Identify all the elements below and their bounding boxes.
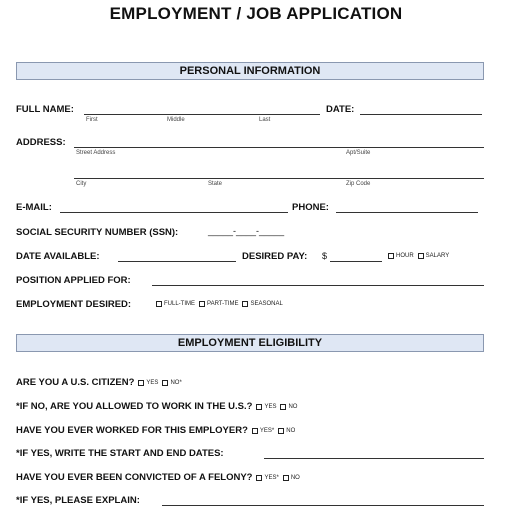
full-name-input[interactable] <box>84 114 320 115</box>
phone-label: PHONE: <box>292 202 329 213</box>
worked-yes-option[interactable] <box>252 428 274 434</box>
citizen-yes-option[interactable] <box>138 380 158 386</box>
part-time-label: PART-TIME <box>207 301 239 307</box>
date-available-label: DATE AVAILABLE: <box>16 251 100 262</box>
worked-no-option[interactable] <box>278 428 295 434</box>
allowed-no-option[interactable] <box>280 404 297 410</box>
citizen-no-label: NO* <box>170 379 182 386</box>
section-header-personal: PERSONAL INFORMATION <box>16 62 484 80</box>
email-label: E-MAIL: <box>16 202 52 213</box>
citizen-yes-label: YES <box>146 379 159 386</box>
date-available-input[interactable] <box>118 261 236 262</box>
citizen-no-checkbox[interactable] <box>162 380 168 386</box>
allowed-no-checkbox[interactable] <box>280 404 286 410</box>
phone-input[interactable] <box>336 212 478 213</box>
allowed-no-label: NO <box>288 403 298 410</box>
allowed-yes-checkbox[interactable] <box>256 404 262 410</box>
street-address-input[interactable] <box>74 147 484 148</box>
address-label: ADDRESS: <box>16 137 66 148</box>
seasonal-checkbox[interactable] <box>242 301 248 307</box>
full-time-label: FULL-TIME <box>164 301 196 307</box>
allowed-yes-option[interactable] <box>256 404 276 410</box>
citizen-no-option[interactable] <box>162 380 181 386</box>
last-name-hint: Last <box>259 117 271 123</box>
full-time-option[interactable] <box>156 301 195 307</box>
date-label: DATE: <box>326 104 355 115</box>
felony-no-label: NO <box>290 474 300 481</box>
hour-option[interactable] <box>388 253 414 259</box>
city-state-zip-input[interactable] <box>74 178 484 179</box>
worked-yes-label: YES* <box>259 427 275 434</box>
first-name-hint: First <box>86 117 98 123</box>
full-name-label: FULL NAME: <box>16 104 74 115</box>
position-input[interactable] <box>152 285 484 286</box>
worked-no-label: NO <box>286 427 296 434</box>
middle-name-hint: Middle <box>167 117 185 123</box>
section-header-eligibility: EMPLOYMENT ELIGIBILITY <box>16 334 484 352</box>
date-input[interactable] <box>360 114 482 115</box>
desired-pay-input[interactable] <box>330 261 382 262</box>
allowed-to-work-question: *IF NO, ARE YOU ALLOWED TO WORK IN THE U.S.? <box>16 401 253 412</box>
worked-yes-checkbox[interactable] <box>252 428 258 434</box>
citizen-yes-checkbox[interactable] <box>138 380 144 386</box>
position-label: POSITION APPLIED FOR: <box>16 275 131 286</box>
dollar-sign: $ <box>322 251 328 261</box>
felony-no-checkbox[interactable] <box>283 475 289 481</box>
seasonal-label: SEASONAL <box>250 301 283 307</box>
part-time-checkbox[interactable] <box>199 301 205 307</box>
salary-option[interactable] <box>418 253 450 259</box>
start-end-dates-label: *IF YES, WRITE THE START AND END DATES: <box>16 448 224 459</box>
explain-label: *IF YES, PLEASE EXPLAIN: <box>16 495 140 506</box>
hour-label: HOUR <box>396 253 414 259</box>
seasonal-option[interactable] <box>242 301 282 307</box>
zip-code-hint: Zip Code <box>346 181 371 187</box>
felony-yes-option[interactable] <box>256 475 278 481</box>
city-hint: City <box>76 181 87 187</box>
ssn-input[interactable]: _____-____-_____ <box>208 226 285 236</box>
part-time-option[interactable] <box>199 301 238 307</box>
salary-label: SALARY <box>425 253 450 259</box>
email-input[interactable] <box>60 212 288 213</box>
salary-checkbox[interactable] <box>418 253 424 259</box>
worked-no-checkbox[interactable] <box>278 428 284 434</box>
allowed-yes-label: YES <box>264 403 277 410</box>
felony-no-option[interactable] <box>283 475 300 481</box>
state-hint: State <box>208 181 223 187</box>
employment-desired-label: EMPLOYMENT DESIRED: <box>16 299 132 310</box>
start-end-dates-input[interactable] <box>264 458 484 459</box>
explain-input[interactable] <box>162 505 484 506</box>
apt-suite-hint: Apt/Suite <box>346 150 371 156</box>
felony-yes-checkbox[interactable] <box>256 475 262 481</box>
felony-yes-label: YES* <box>264 474 279 481</box>
felony-question: HAVE YOU EVER BEEN CONVICTED OF A FELONY? <box>16 472 253 483</box>
form-title: EMPLOYMENT / JOB APPLICATION <box>109 4 403 23</box>
citizen-question: ARE YOU A U.S. CITIZEN? <box>16 377 135 388</box>
ssn-label: SOCIAL SECURITY NUMBER (SSN): <box>16 227 179 238</box>
hour-checkbox[interactable] <box>388 253 394 259</box>
full-time-checkbox[interactable] <box>156 301 162 307</box>
street-address-hint: Street Address <box>76 150 116 156</box>
worked-for-employer-question: HAVE YOU EVER WORKED FOR THIS EMPLOYER? <box>16 425 248 436</box>
desired-pay-label: DESIRED PAY: <box>242 251 308 262</box>
